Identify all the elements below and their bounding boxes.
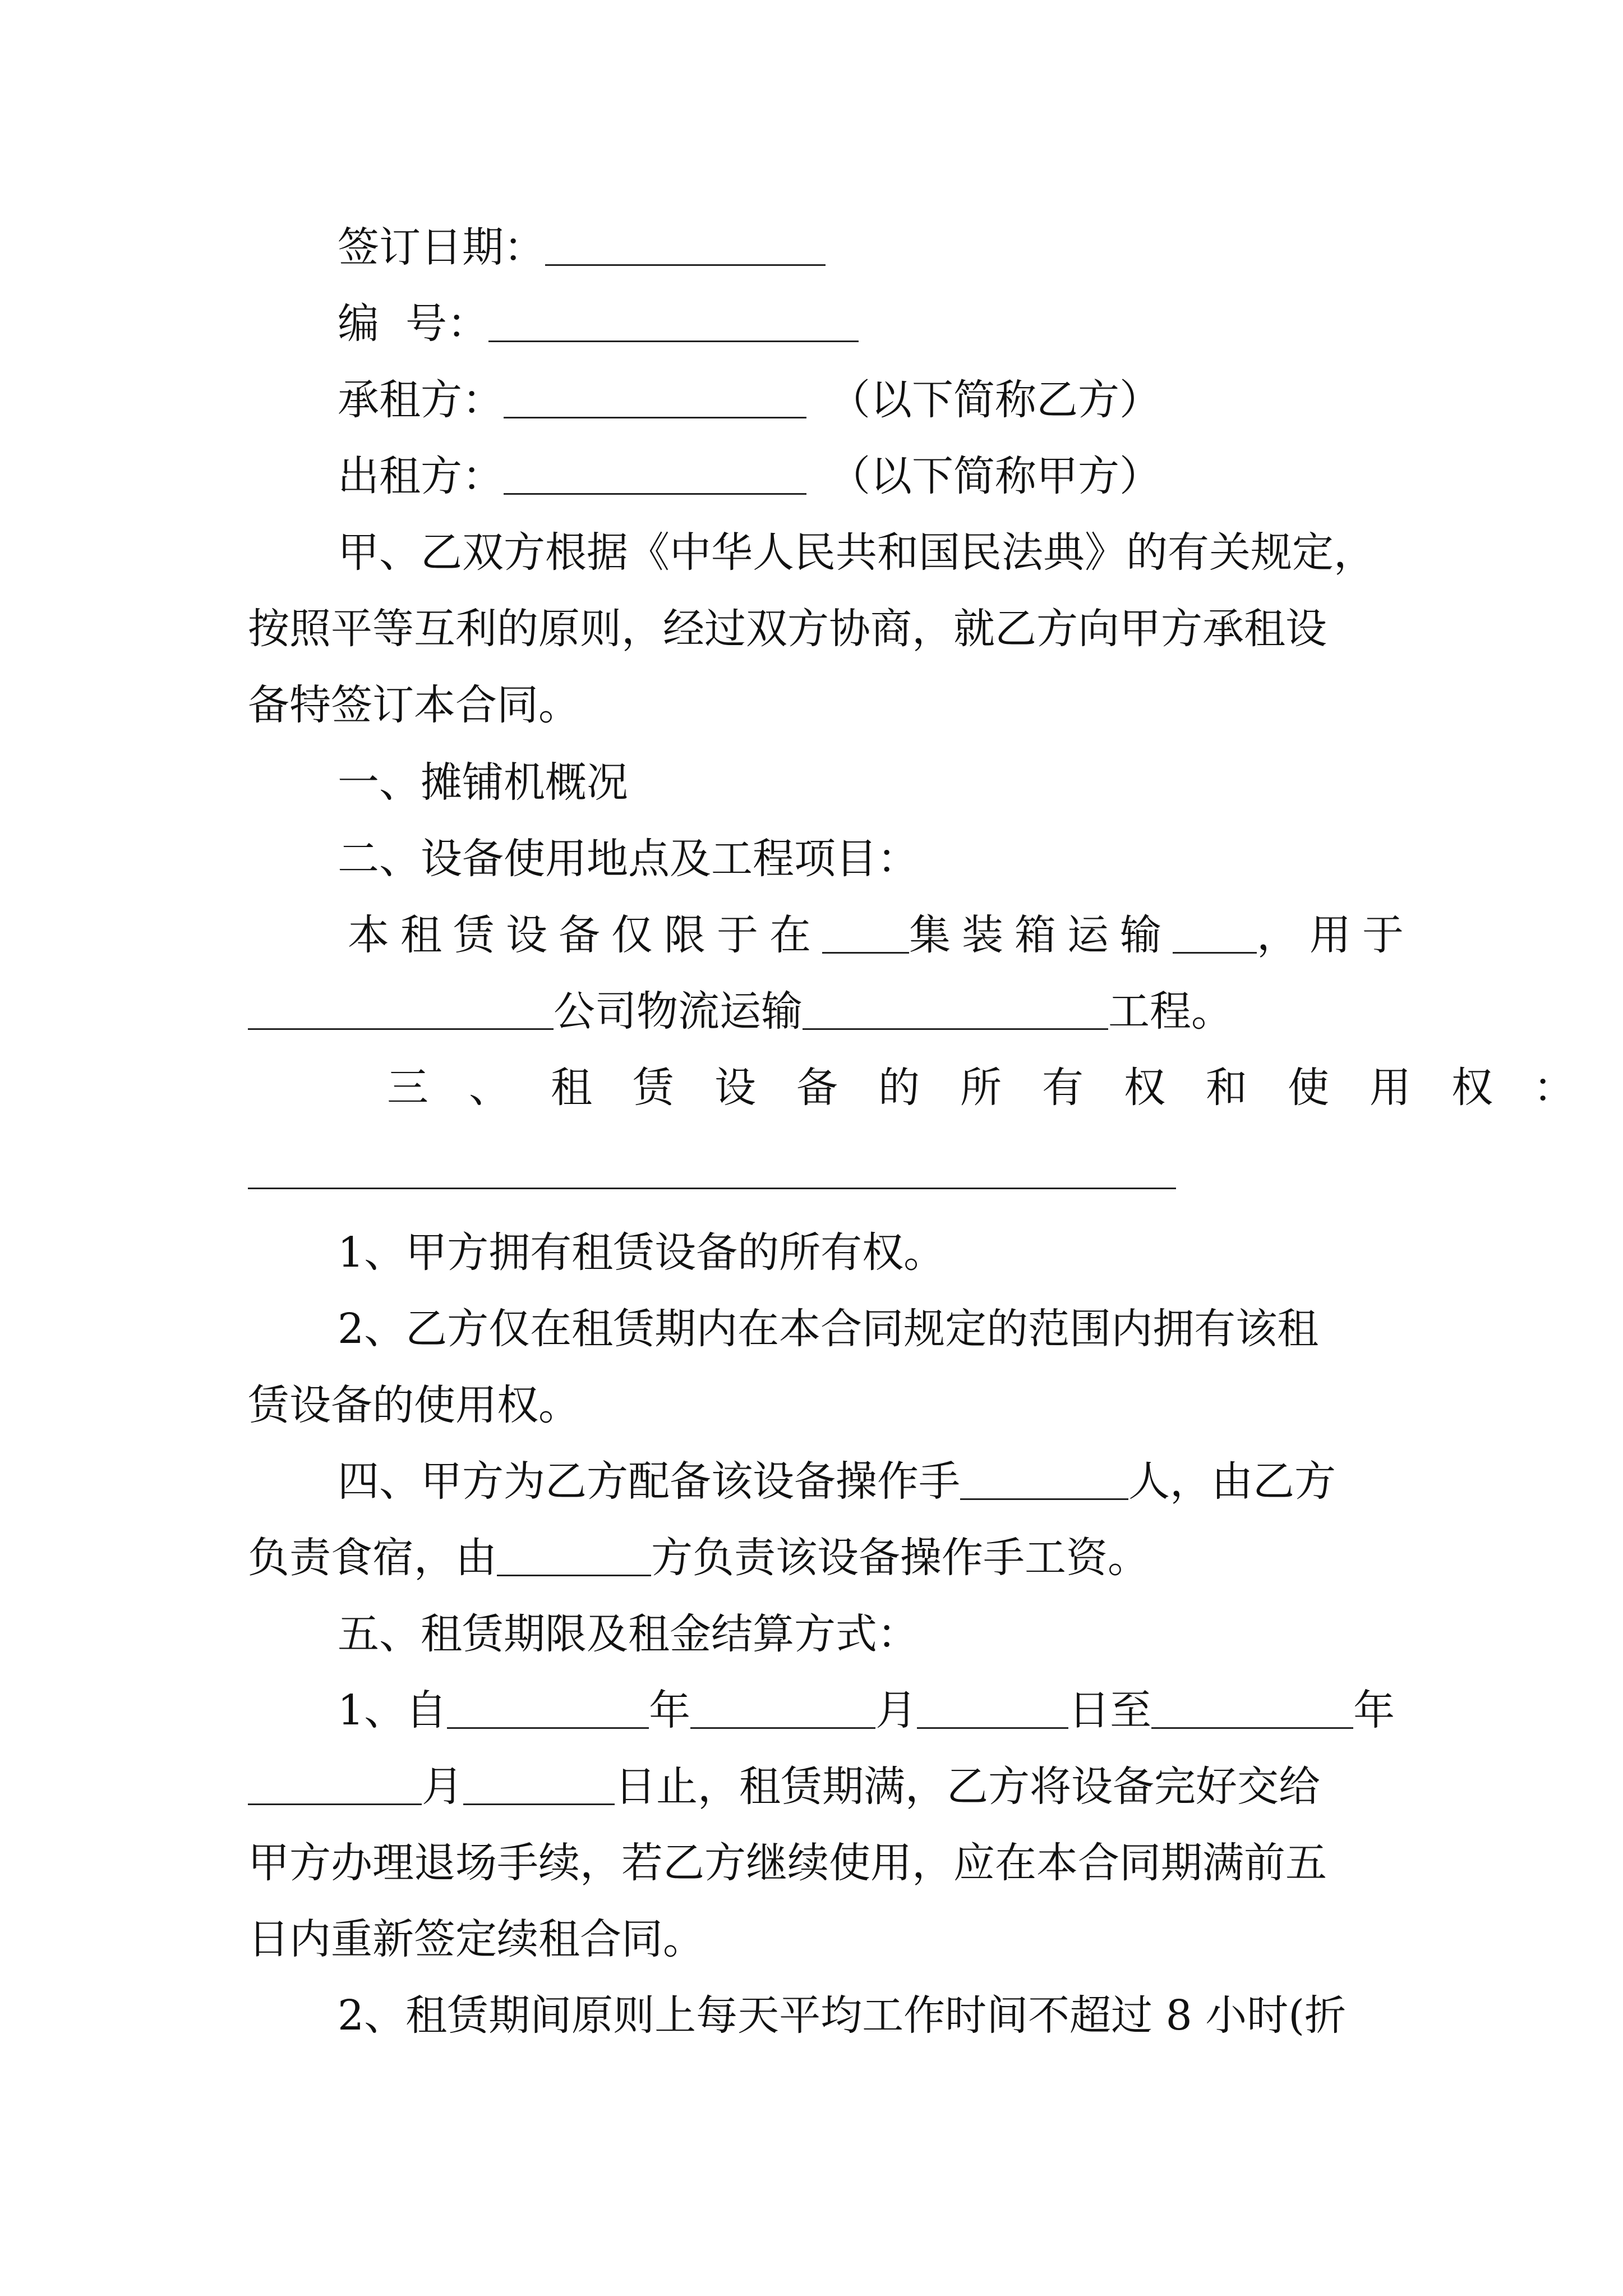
term-day-to-label: 日至 <box>1068 1686 1152 1734</box>
term-from-month-blank <box>690 1686 875 1729</box>
section-3-item-1: 1、甲方拥有租赁设备的所有权。 <box>338 1228 946 1277</box>
term-to-month-blank <box>248 1762 422 1805</box>
section-5-item-1-line-2 <box>248 1756 1387 1818</box>
sign-date-label: 签订日期： <box>338 223 545 272</box>
term-year2-label: 年 <box>1353 1686 1395 1734</box>
lessor-label: 出租方： <box>338 452 504 500</box>
sign-date-blank <box>545 223 826 266</box>
operator-count-blank <box>960 1457 1128 1500</box>
location-value: 集装箱运输 <box>909 911 1173 959</box>
location-blank-1 <box>822 910 909 954</box>
preamble-line-1: 甲、乙双方根据《中华人民共和国民法典》的有关规定， <box>338 528 1375 577</box>
term-from-prefix: 1、自 <box>338 1686 448 1734</box>
preamble-line-2: 按照平等互利的原则，经过双方协商，就乙方向甲方承租设 <box>248 605 1327 653</box>
section-5-item-1-line-4: 日内重新签定续租合同。 <box>248 1915 704 1963</box>
section-3-item-2-line-2: 赁设备的使用权。 <box>248 1381 580 1429</box>
lessor-note: （以下简称甲方） <box>829 452 1161 500</box>
lessee-label: 承租方： <box>338 376 504 424</box>
lessor-row <box>338 445 1161 507</box>
section-2-location-line <box>348 904 1415 966</box>
sign-date-row <box>338 217 826 278</box>
project-suffix: 工程。 <box>1108 987 1233 1036</box>
term-to-year-blank <box>1151 1686 1353 1729</box>
location-prefix: 本租赁设备仅限于在 <box>348 911 822 959</box>
lessee-blank <box>504 375 806 418</box>
project-blank-2 <box>803 987 1108 1030</box>
location-suffix: ，用于 <box>1257 911 1415 959</box>
section-5-title: 五、租赁期限及租金结算方式： <box>338 1610 919 1658</box>
operator-prefix: 四、甲方为乙方配备该设备操作手 <box>338 1457 960 1506</box>
preamble-line-3: 备特签订本合同。 <box>248 681 580 729</box>
section-5-item-1-line-3: 甲方办理退场手续，若乙方继续使用，应在本合同期满前五 <box>248 1839 1327 1887</box>
section-3-blank-rule <box>248 1188 1176 1189</box>
section-2-title: 二、设备使用地点及工程项目： <box>338 835 919 883</box>
project-value: 公司物流运输 <box>554 987 803 1036</box>
term-from-year-blank <box>447 1686 649 1729</box>
section-5-item-2: 2、租赁期间原则上每天平均工作时间不超过 8 小时(折 <box>338 1991 1347 2040</box>
project-blank-1 <box>248 987 554 1030</box>
section-4-line-1 <box>338 1451 1336 1512</box>
term-to-day-blank <box>463 1762 615 1805</box>
term-month2-label: 月 <box>422 1763 463 1811</box>
section-5-item-1-line-1 <box>338 1680 1395 1741</box>
term-from-day-blank <box>917 1686 1068 1729</box>
term-year-label: 年 <box>649 1686 691 1734</box>
section-3-item-2-line-1: 2、乙方仅在租赁期内在本合同规定的范围内拥有该租 <box>338 1305 1319 1353</box>
lessor-blank <box>504 452 806 495</box>
term-end-text: 日止，租赁期满，乙方将设备完好交给 <box>615 1763 1320 1811</box>
wage-party-blank <box>497 1533 651 1576</box>
section-4-line-2 <box>248 1527 1387 1589</box>
contract-number-label: 编 号： <box>338 300 489 348</box>
location-blank-2 <box>1173 910 1257 954</box>
contract-number-blank <box>488 299 859 342</box>
section-1-title: 一、摊铺机概况 <box>338 758 628 807</box>
operator-suffix: 人，由乙方 <box>1128 1457 1336 1506</box>
section-3-title: 三、租赁设备的所有权和使用权： <box>387 1064 1615 1112</box>
term-month-label: 月 <box>875 1686 917 1734</box>
contract-number-row <box>338 293 859 355</box>
lessee-note: （以下简称乙方） <box>829 376 1161 424</box>
wage-suffix: 方负责该设备操作手工资。 <box>651 1534 1149 1582</box>
section-2-project-line <box>248 981 1387 1042</box>
wage-prefix: 负责食宿，由 <box>248 1534 497 1582</box>
lessee-row <box>338 369 1161 431</box>
